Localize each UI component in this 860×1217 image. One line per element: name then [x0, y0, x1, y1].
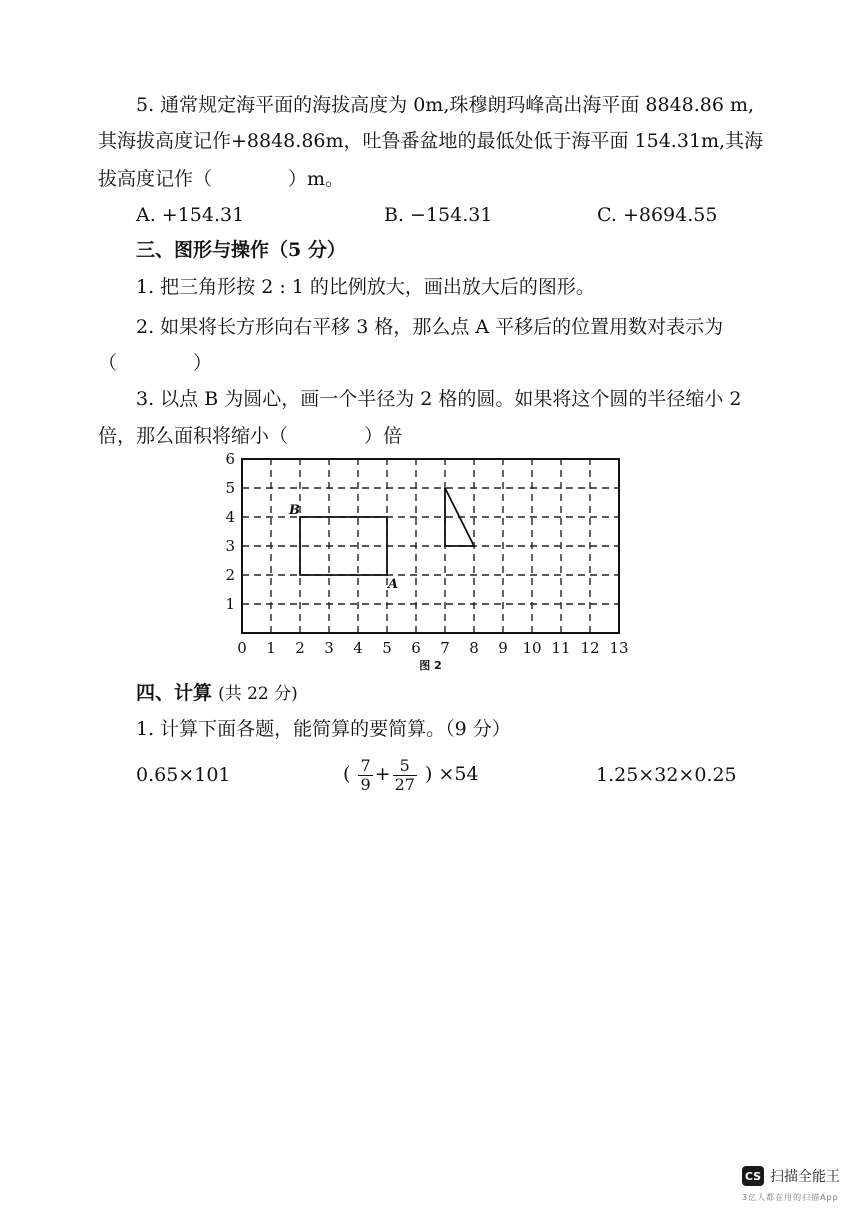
expr2-close-paren: ) [424, 763, 433, 785]
q5-line-2: 其海拔高度记作+8848.86m，吐鲁番盆地的最低处低于海平面 154.31m,其海 [98, 130, 764, 152]
q5-option-b: B. −154.31 [384, 204, 493, 226]
expression-1: 0.65×101 [136, 764, 231, 786]
section-3-title: 三、图形与操作（5 分） [136, 239, 346, 261]
s3-question-1: 1. 把三角形按 2 : 1 的比例放大，画出放大后的图形。 [136, 276, 595, 298]
section-4-title-text: 四、计算 [136, 682, 213, 704]
x-tick-label: 7 [440, 639, 450, 657]
scanner-tagline: 3亿人都在用的扫描App [742, 1193, 839, 1202]
x-tick-label: 3 [324, 639, 334, 657]
section-4-title [136, 680, 298, 707]
expression-2 [343, 752, 479, 796]
section-4-score: (共 22 分) [218, 684, 298, 704]
point-label-a: A [388, 577, 399, 592]
y-tick-label: 5 [225, 479, 235, 497]
y-tick-label: 6 [225, 450, 235, 468]
x-tick-label: 13 [609, 639, 629, 657]
x-tick-label: 0 [237, 639, 247, 657]
x-tick-label: 12 [580, 639, 600, 657]
x-tick-label: 1 [266, 639, 276, 657]
expression-3: 1.25×32×0.25 [596, 764, 737, 786]
q5-option-c: C. +8694.55 [597, 204, 718, 226]
fraction-denominator: 9 [360, 774, 371, 794]
x-tick-label: 11 [551, 639, 571, 657]
s4-question-1: 1. 计算下面各题，能简算的要简算。（9 分） [136, 718, 511, 740]
q5-option-a: A. +154.31 [136, 204, 245, 226]
x-tick-label: 5 [382, 639, 392, 657]
fraction-numerator: 7 [360, 755, 371, 775]
scanner-watermark [742, 1166, 840, 1186]
x-tick-label: 10 [522, 639, 542, 657]
expr2-plus: + [374, 763, 391, 785]
scanner-app-name: 扫描全能王 [770, 1169, 840, 1185]
fraction-5-27 [393, 757, 417, 794]
y-tick-label: 3 [225, 537, 235, 555]
expr2-tail: ×54 [438, 763, 479, 785]
y-tick-label: 2 [225, 566, 235, 584]
s3-question-3-line-2: 倍，那么面积将缩小（ ）倍 [98, 425, 403, 447]
q5-line-3: 拔高度记作（ ）m。 [98, 168, 345, 190]
s3-question-3-line-1: 3. 以点 B 为圆心，画一个半径为 2 格的圆。如果将这个圆的半径缩小 2 [136, 388, 742, 410]
fraction-numerator: 5 [393, 757, 417, 776]
fraction-denominator: 27 [394, 774, 415, 794]
expr2-open-paren: ( [343, 763, 351, 785]
y-tick-label: 4 [225, 508, 235, 526]
x-tick-label: 2 [295, 639, 305, 657]
x-tick-label: 8 [469, 639, 479, 657]
s3-question-2-line-1: 2. 如果将长方形向右平移 3 格，那么点 A 平移后的位置用数对表示为 [136, 316, 724, 338]
figure-caption: 图 2 [419, 659, 442, 672]
grid-border [242, 459, 619, 633]
x-tick-label: 6 [411, 639, 421, 657]
cs-logo-icon: CS [742, 1166, 764, 1186]
q5-line-1: 5. 通常规定海平面的海拔高度为 0m,珠穆朗玛峰高出海平面 8848.86 m, [136, 94, 755, 116]
y-tick-label: 1 [225, 595, 235, 613]
fraction-7-9 [358, 757, 372, 794]
x-tick-label: 9 [498, 639, 508, 657]
grid-figure [222, 448, 632, 676]
x-tick-label: 4 [353, 639, 363, 657]
s3-question-2-line-2: （ ） [98, 352, 213, 374]
point-label-b: B [289, 503, 300, 518]
